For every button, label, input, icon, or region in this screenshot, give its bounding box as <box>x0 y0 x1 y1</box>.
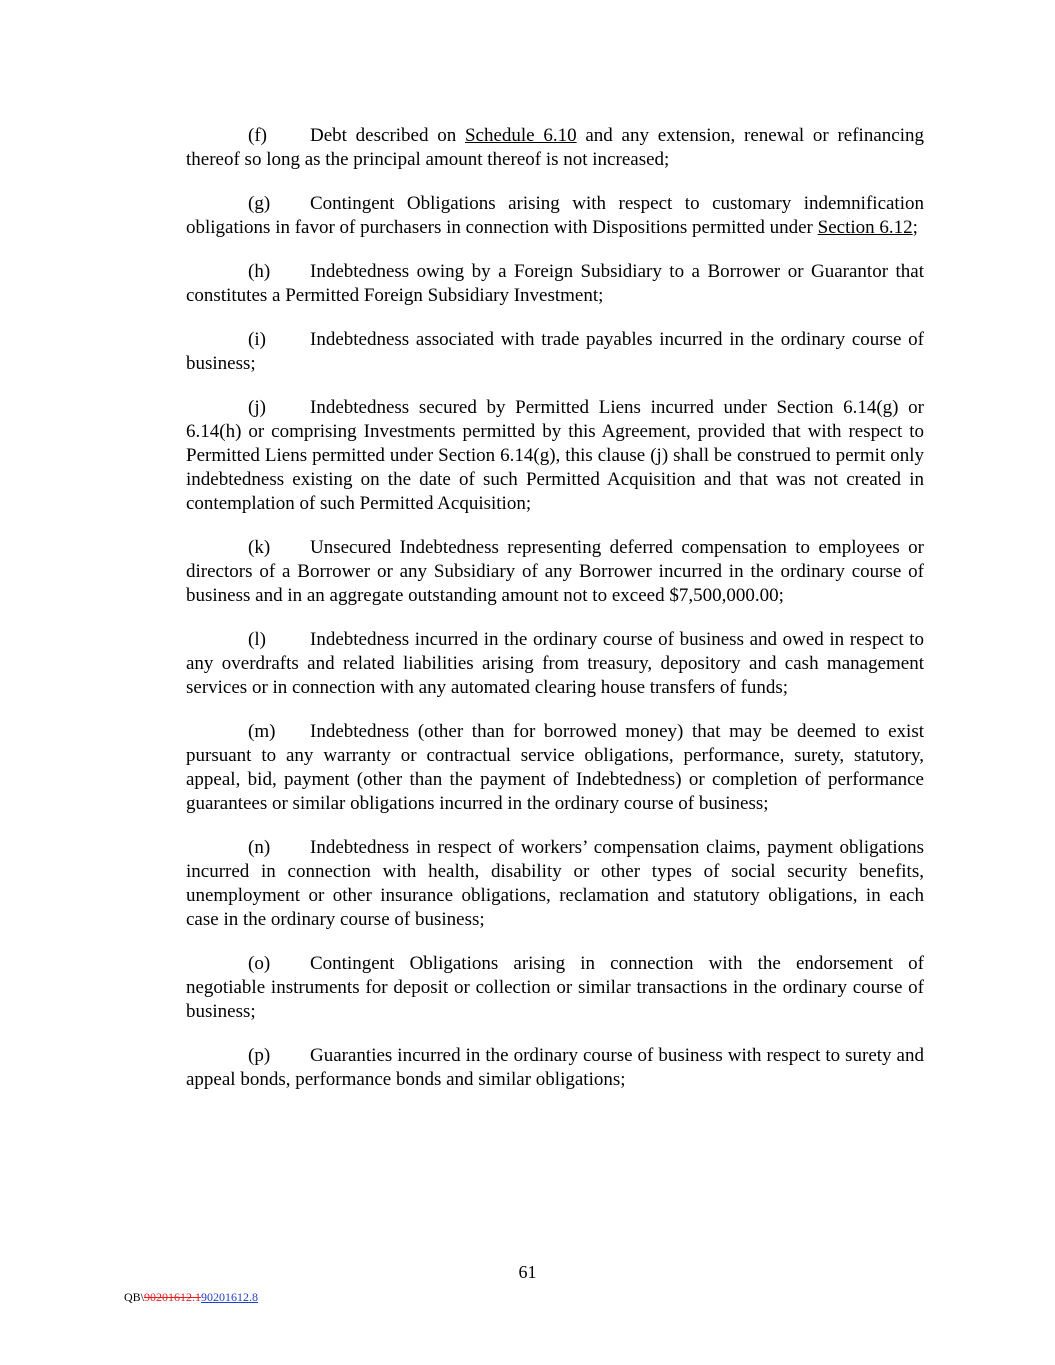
paragraph-h <box>186 260 924 308</box>
clause-text: Unsecured Indebtedness representing deferred compensation to employees or directors of a Borrower or any Subsidiary of any Borrower incurred in the ordinary course of business and in an aggregate outstanding amount not to exceed $7,500,000.00; <box>186 537 924 606</box>
clause-text: Guaranties incurred in the ordinary course of business with respect to surety and appeal bonds, performance bonds and similar obligations; <box>186 1045 924 1090</box>
paragraph-j <box>186 396 924 516</box>
clause-text: Indebtedness (other than for borrowed money) that may be deemed to exist pursuant to any warranty or contractual service obligations, performance, surety, statutory, appeal, bid, payment (other than the payment of Indebtedness) or completion of performance guarantees or similar obligations incurred in the ordinary course of business; <box>186 721 924 814</box>
clause-label: (p) <box>248 1045 271 1066</box>
document-body <box>186 124 924 1112</box>
clause-label: (h) <box>248 261 271 282</box>
clause-label: (n) <box>248 837 271 858</box>
page-number: 61 <box>518 1262 537 1282</box>
clause-label: (i) <box>248 329 266 350</box>
doc-id-inserted: 90201612.8 <box>201 1290 259 1304</box>
clause-label: (o) <box>248 953 271 974</box>
paragraph-o <box>186 952 924 1024</box>
clause-label: (j) <box>248 397 266 418</box>
paragraph-f <box>186 124 924 172</box>
paragraph-k <box>186 536 924 608</box>
clause-label: (f) <box>248 125 267 146</box>
clause-text: Indebtedness incurred in the ordinary course of business and owed in respect to any overdrafts and related liabilities arising from treasury, depository and cash management services or in connection with any automated clearing house transfers of funds; <box>186 629 924 698</box>
clause-text: Indebtedness associated with trade payables incurred in the ordinary course of business; <box>186 329 924 374</box>
document-id <box>124 1290 258 1304</box>
clause-text: Contingent Obligations arising in connection with the endorsement of negotiable instruments for deposit or collection or similar transactions in the ordinary course of business; <box>186 953 924 1022</box>
clause-label: (g) <box>248 193 271 214</box>
doc-id-prefix: QB\ <box>124 1290 145 1304</box>
section-reference: Section 6.12 <box>817 217 913 238</box>
clause-label: (k) <box>248 537 271 558</box>
paragraph-l <box>186 628 924 700</box>
paragraph-n <box>186 836 924 932</box>
clause-label: (l) <box>248 629 266 650</box>
clause-label: (m) <box>248 721 276 742</box>
clause-text: Indebtedness in respect of workers’ compensation claims, payment obligations incurred in connection with health, disability or other types of social security benefits, unemployment or other insurance obligations, reclamation and statutory obligations, in each case in the ordinary course of business; <box>186 837 924 930</box>
schedule-reference: Schedule 6.10 <box>464 125 577 146</box>
paragraph-i <box>186 328 924 376</box>
clause-text: Indebtedness secured by Permitted Liens incurred under Section 6.14(g) or 6.14(h) or comprising Investments permitted by this Agreement, provided that with respect to Permitted Liens permitted under Section 6.14(g), this clause (j) shall be construed to permit only indebtedness existing on the date of such Permitted Acquisition and that was not created in contemplation of such Permitted Acquisition; <box>186 397 924 514</box>
clause-text: and any extension, renewal or refinancing thereof so long as the principal amount thereof is not increased; <box>186 125 924 170</box>
clause-text: Indebtedness owing by a Foreign Subsidiary to a Borrower or Guarantor that constitutes a Permitted Foreign Subsidiary Investment; <box>186 261 924 306</box>
paragraph-m <box>186 720 924 816</box>
doc-id-deleted: 90201612.1 <box>144 1290 202 1304</box>
paragraph-g <box>186 192 924 240</box>
clause-text: Debt described on <box>310 125 465 146</box>
clause-text: Contingent Obligations arising with respect to customary indemnification obligations in favor of purchasers in connection with Dispositions permitted under <box>186 193 924 238</box>
clause-text: ; <box>912 217 918 238</box>
paragraph-p <box>186 1044 924 1092</box>
